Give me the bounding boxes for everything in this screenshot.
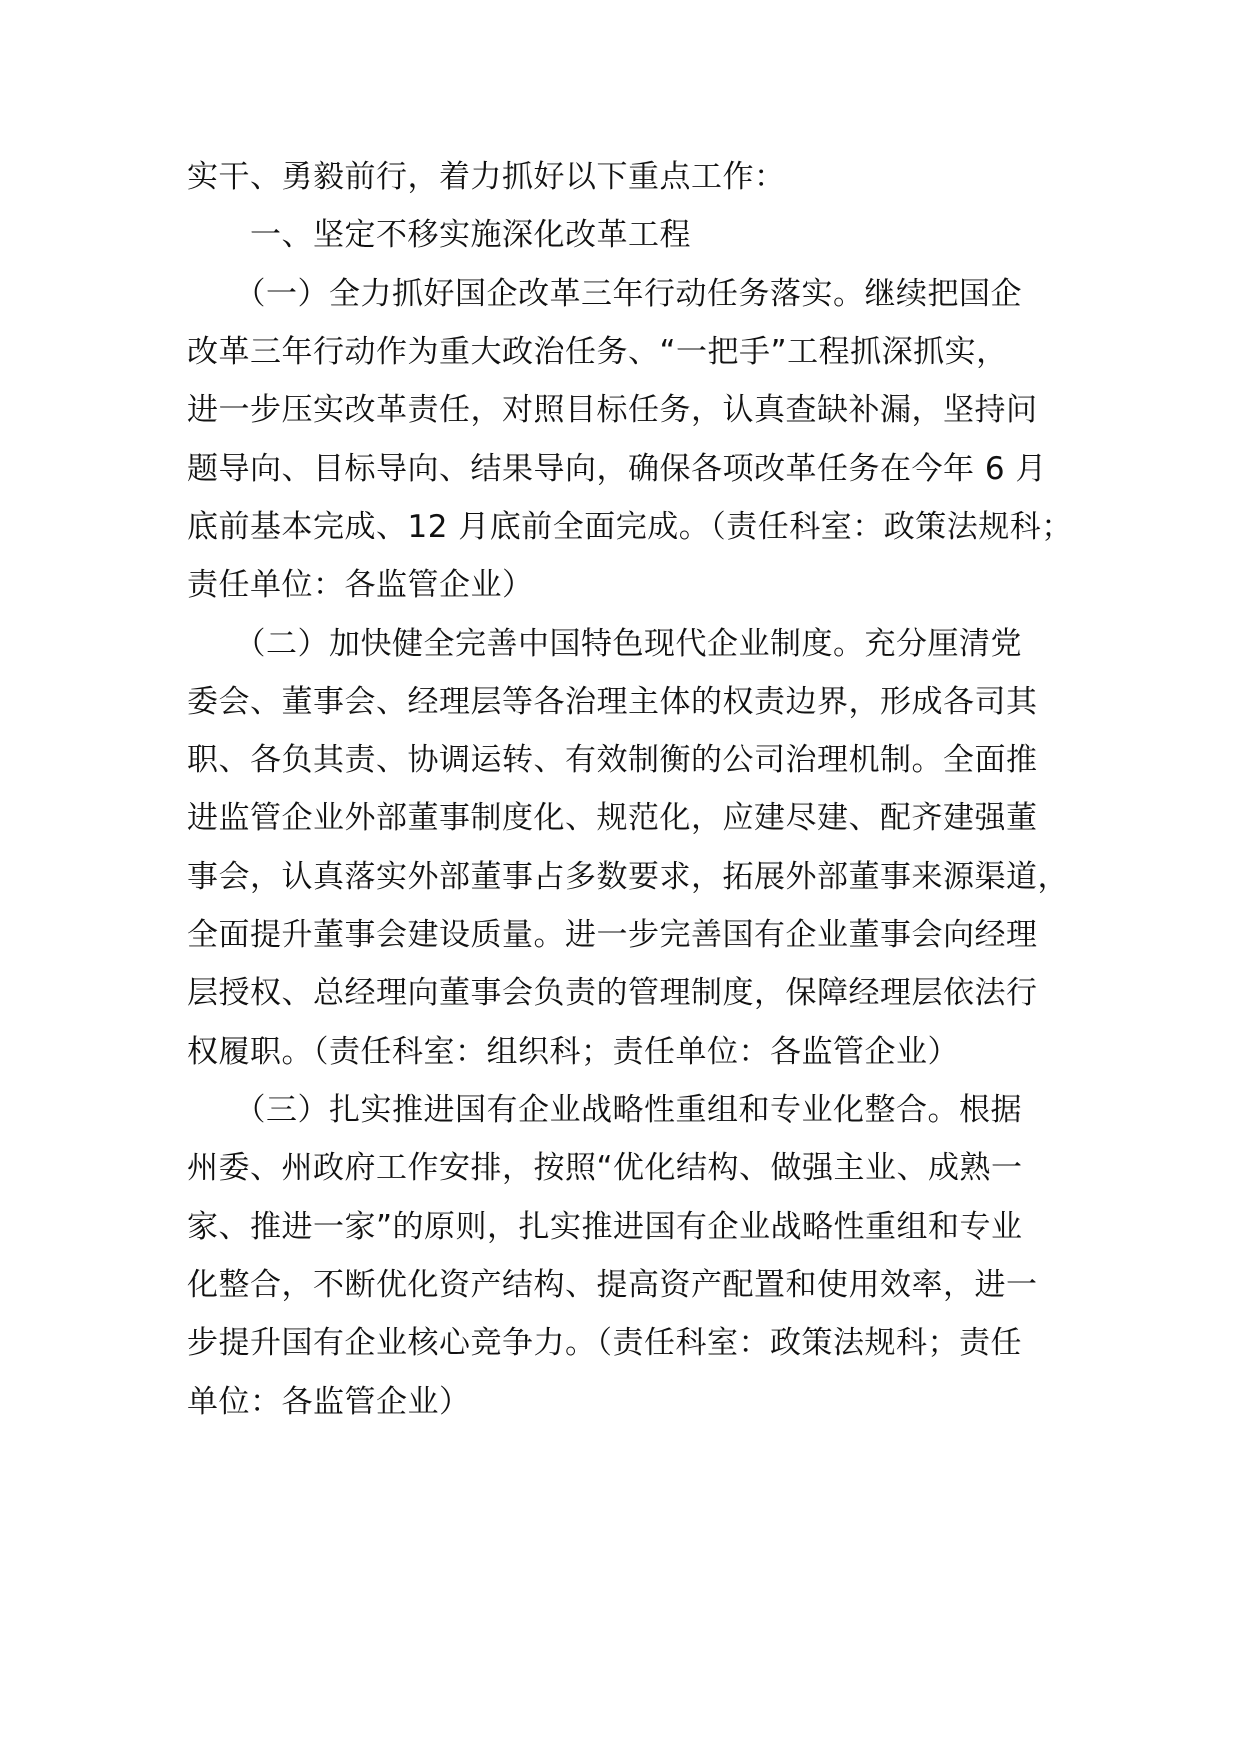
text-line: 职、各负其责、协调运转、有效制衡的公司治理机制。全面推	[187, 742, 1038, 778]
text-line: 进监管企业外部董事制度化、规范化，应建尽建、配齐建强董	[187, 800, 1038, 836]
text-line: 改革三年行动作为重大政治任务、“一把手”工程抓深抓实，	[187, 334, 1008, 370]
text-line: 单位：各监管企业）	[187, 1384, 471, 1420]
text-line: 底前基本完成、12 月底前全面完成。（责任科室：政策法规科；	[187, 509, 1073, 545]
subsection-heading-line: （二）加快健全完善中国特色现代企业制度。充分厘清党	[187, 626, 1022, 662]
text-line: 责任单位：各监管企业）	[187, 567, 534, 603]
text-line: 事会，认真落实外部董事占多数要求，拓展外部董事来源渠道，	[187, 859, 1069, 895]
text-line: 化整合，不断优化资产结构、提高资产配置和使用效率，进一	[187, 1267, 1038, 1303]
subsection-heading-line: （一）全力抓好国企改革三年行动任务落实。继续把国企	[187, 276, 1022, 312]
text-line: 进一步压实改革责任，对照目标任务，认真查缺补漏，坚持问	[187, 392, 1038, 428]
subsection-heading-line: （三）扎实推进国有企业战略性重组和专业化整合。根据	[187, 1092, 1022, 1128]
section-heading: 一、坚定不移实施深化改革工程	[187, 217, 691, 253]
text-line: 全面提升董事会建设质量。进一步完善国有企业董事会向经理	[187, 917, 1038, 953]
text-line: 委会、董事会、经理层等各治理主体的权责边界，形成各司其	[187, 684, 1038, 720]
text-line: 步提升国有企业核心竞争力。（责任科室：政策法规科；责任	[187, 1325, 1022, 1361]
text-line: 家、推进一家”的原则，扎实推进国有企业战略性重组和专业	[187, 1209, 1023, 1245]
text-line: 题导向、目标导向、结果导向，确保各项改革任务在今年 6 月	[187, 451, 1047, 487]
text-line: 权履职。（责任科室：组织科；责任单位：各监管企业）	[187, 1034, 959, 1070]
text-line: 州委、州政府工作安排，按照“优化结构、做强主业、成熟一	[187, 1150, 1023, 1186]
text-line: 实干、勇毅前行，着力抓好以下重点工作：	[187, 159, 786, 195]
text-line: 层授权、总经理向董事会负责的管理制度，保障经理层依法行	[187, 975, 1038, 1011]
